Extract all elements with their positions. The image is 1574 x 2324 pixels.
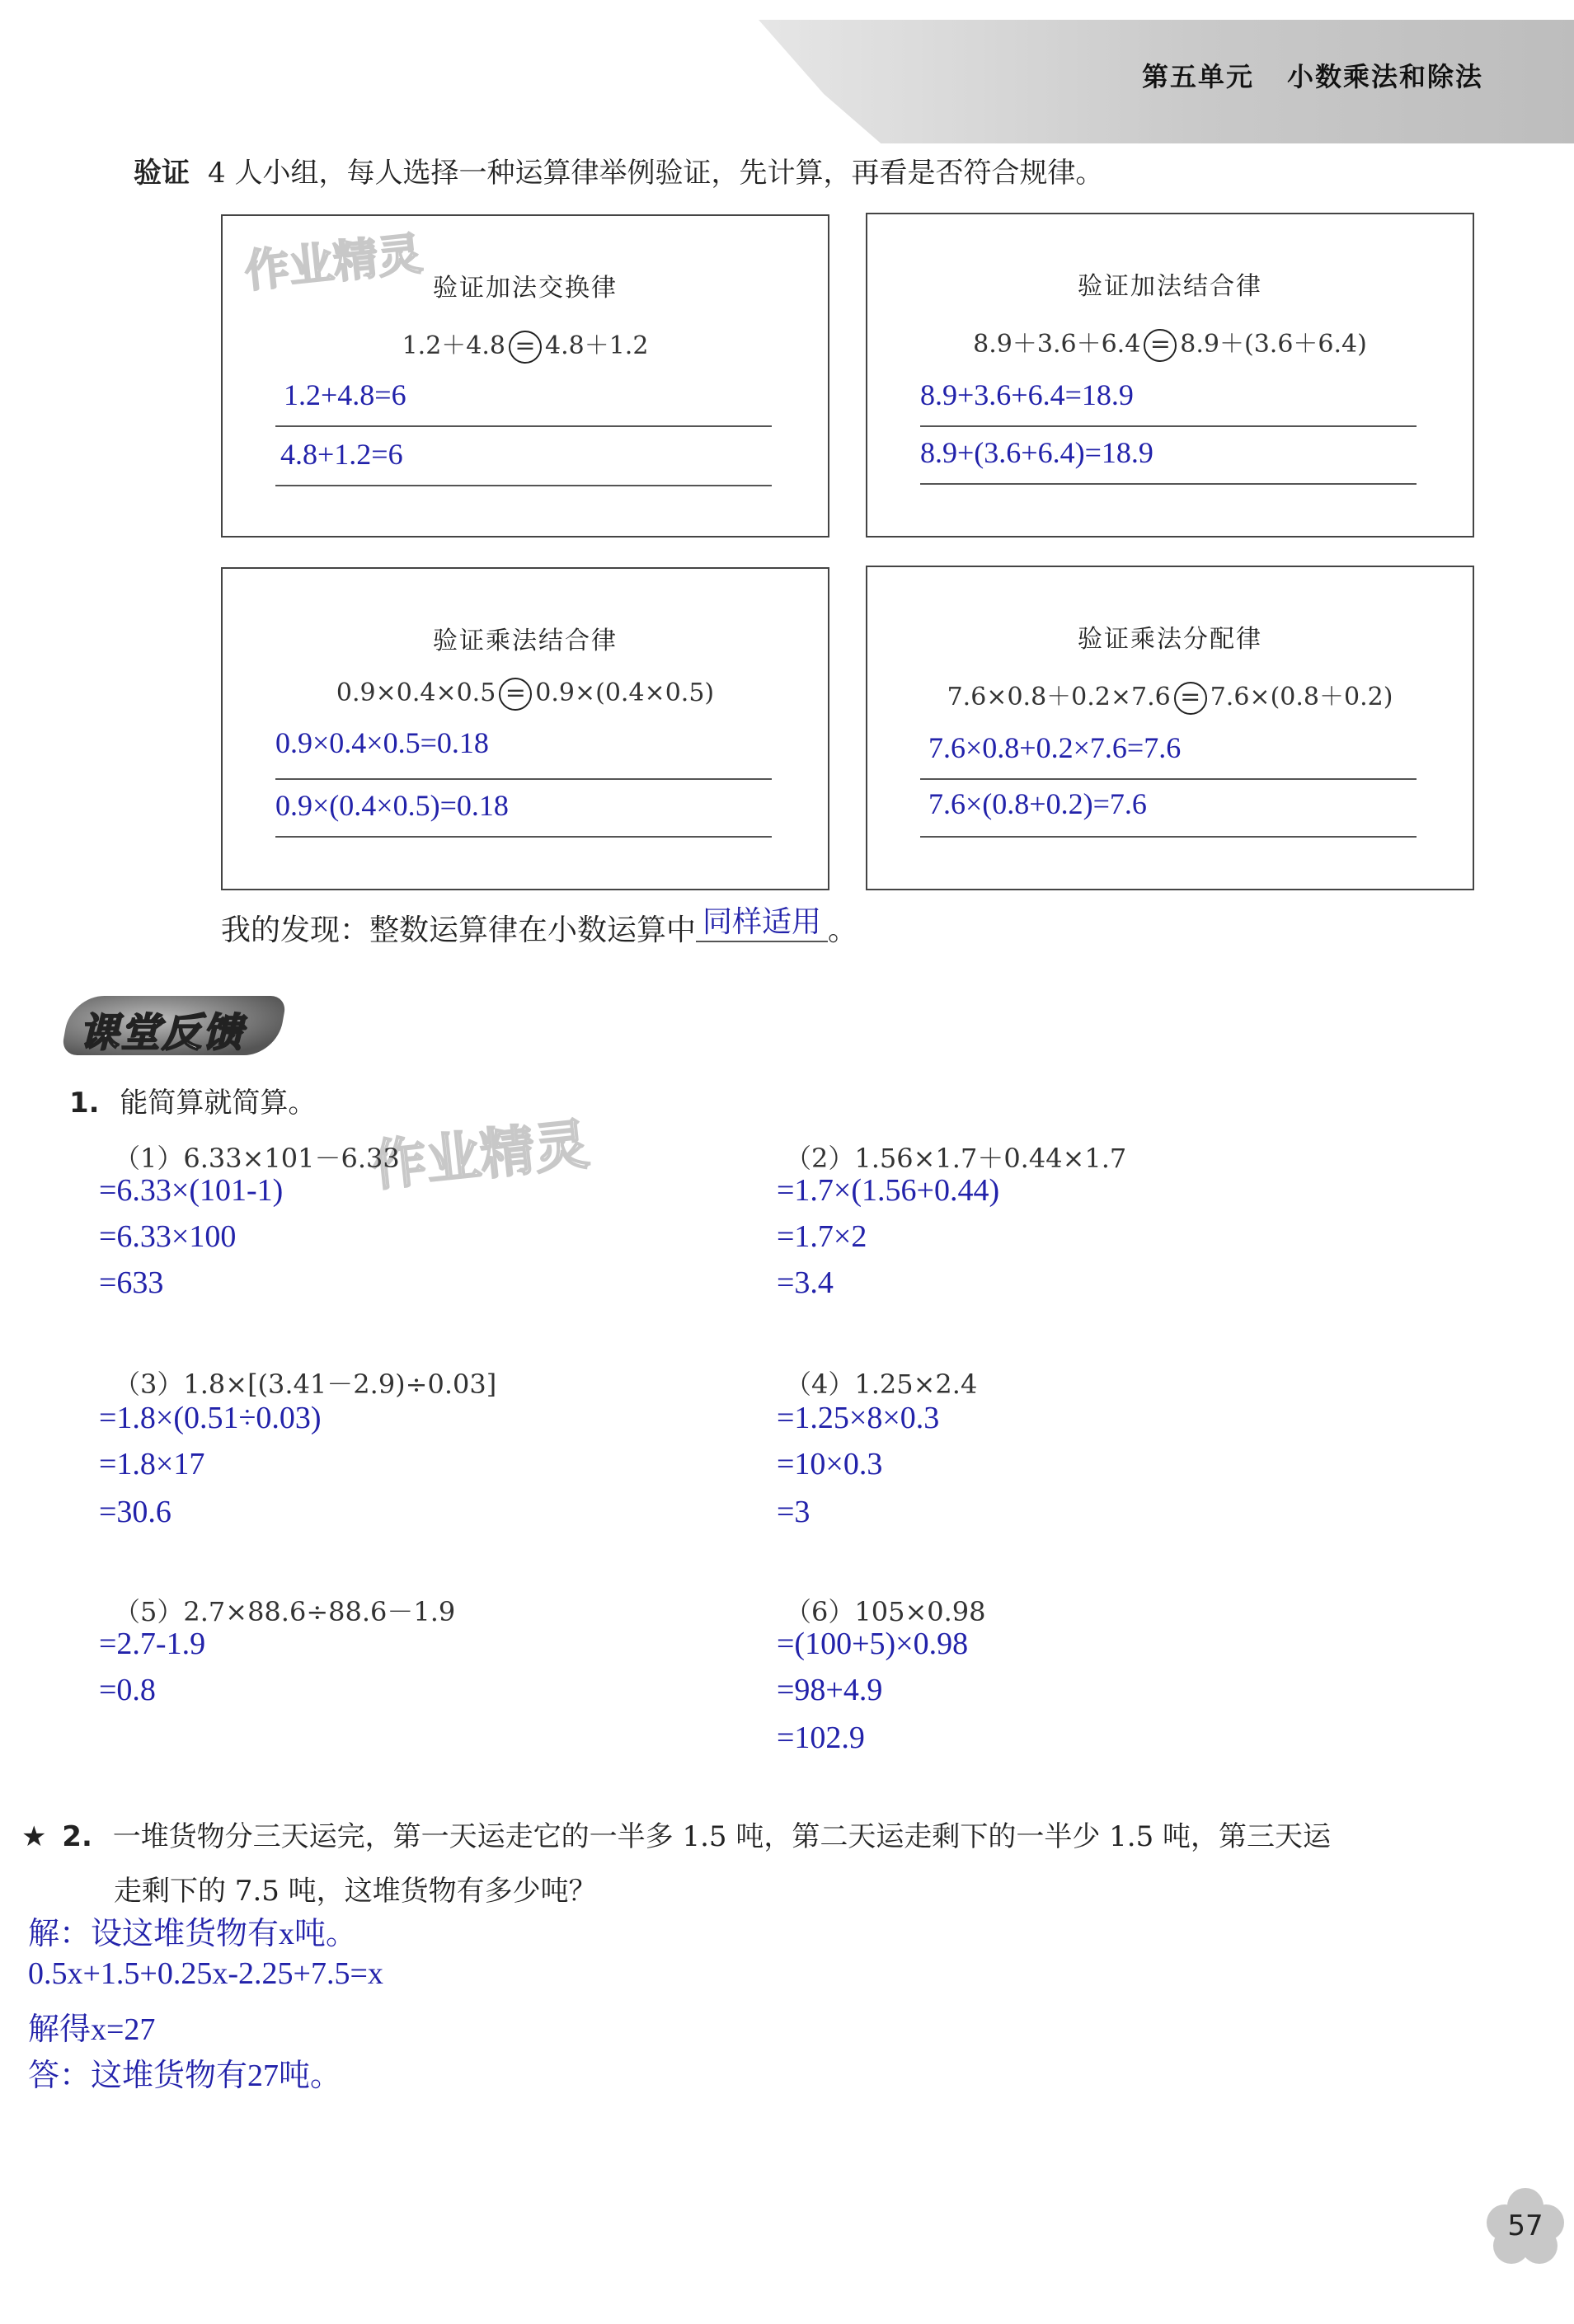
answer-rule bbox=[275, 778, 772, 780]
work-step: =3 bbox=[777, 1495, 810, 1529]
solution-line: 解：设这堆货物有x吨。 bbox=[28, 1917, 358, 1951]
intro bbox=[134, 150, 1103, 190]
unit-title: 小数乘法和除法 bbox=[1287, 61, 1484, 92]
circled-sign: = bbox=[499, 678, 532, 711]
right-expr: 8.9＋(3.6＋6.4) bbox=[1180, 330, 1367, 359]
work-step: =1.8×17 bbox=[99, 1447, 205, 1481]
left-expr: 0.9×0.4×0.5 bbox=[336, 678, 496, 707]
solution-line: 答：这堆货物有27吨。 bbox=[28, 2059, 342, 2093]
work-step: =30.6 bbox=[99, 1495, 171, 1529]
left-expr: 8.9＋3.6＋6.4 bbox=[973, 330, 1141, 359]
box-expression bbox=[223, 325, 828, 364]
answer-rule bbox=[275, 485, 772, 486]
work-step: =3.4 bbox=[777, 1265, 834, 1300]
question-text-line-2: 走剩下的 7.5 吨，这堆货物有多少吨？ bbox=[114, 1875, 597, 1908]
verify-box-add-associative bbox=[866, 213, 1474, 538]
work-step: =0.8 bbox=[99, 1673, 156, 1707]
watermark: 作业精灵 bbox=[242, 227, 425, 298]
work-step: =6.33×100 bbox=[99, 1219, 237, 1254]
work-step: =1.7×2 bbox=[777, 1219, 867, 1254]
problem-label: （1）6.33×101－6.33 bbox=[114, 1143, 400, 1174]
work-step: =1.25×8×0.3 bbox=[777, 1401, 940, 1435]
problem-label: （6）105×0.98 bbox=[785, 1596, 986, 1627]
answer-rule bbox=[275, 836, 772, 838]
question-2 bbox=[21, 1814, 1331, 1854]
star-icon: ★ bbox=[21, 1820, 47, 1853]
question-number: 1. bbox=[69, 1087, 100, 1120]
answer-rule bbox=[920, 425, 1417, 427]
solution-line: 解得x=27 bbox=[28, 2012, 156, 2047]
right-expr: 4.8＋1.2 bbox=[545, 331, 649, 360]
discovery-sentence bbox=[221, 907, 857, 951]
page-number-badge bbox=[1480, 2185, 1571, 2267]
discovery-prefix: 我的发现：整数运算律在小数运算中 bbox=[221, 913, 697, 947]
problem-label: （4）1.25×2.4 bbox=[785, 1369, 978, 1400]
work-step: =98+4.9 bbox=[777, 1673, 883, 1707]
work-step: =102.9 bbox=[777, 1721, 865, 1755]
problem-label: （3）1.8×[(3.41－2.9)÷0.03] bbox=[114, 1369, 497, 1400]
work-step: =10×0.3 bbox=[777, 1447, 883, 1481]
answer-rule bbox=[920, 836, 1417, 838]
question-1 bbox=[69, 1080, 316, 1120]
work-step: =633 bbox=[99, 1265, 164, 1300]
intro-text: 4 人小组，每人选择一种运算律举例验证，先计算，再看是否符合规律。 bbox=[208, 157, 1104, 190]
right-expr: 7.6×(0.8＋0.2) bbox=[1210, 683, 1393, 711]
answer-line-1: 0.9×0.4×0.5=0.18 bbox=[275, 726, 489, 759]
answer-line-1: 8.9+3.6+6.4=18.9 bbox=[920, 378, 1134, 411]
answer-line-2: 7.6×(0.8+0.2)=7.6 bbox=[928, 787, 1147, 820]
circled-sign: = bbox=[1174, 682, 1207, 715]
verify-box-add-commutative bbox=[221, 214, 829, 538]
right-expr: 0.9×(0.4×0.5) bbox=[535, 678, 715, 707]
work-step: =2.7-1.9 bbox=[99, 1627, 206, 1661]
box-title: 验证加法交换律 bbox=[433, 274, 618, 303]
discovery-answer: 同样适用 bbox=[696, 899, 828, 942]
page-number: 57 bbox=[1507, 2209, 1543, 2242]
box-title: 验证乘法结合律 bbox=[433, 627, 618, 655]
question-text-line-1: 一堆货物分三天运完，第一天运走它的一半多 1.5 吨，第二天运走剩下的一半少 1.5 吨，第三天运 bbox=[112, 1820, 1332, 1853]
verify-box-mul-associative bbox=[221, 567, 829, 890]
answer-rule bbox=[920, 483, 1417, 485]
problem-label: （5）2.7×88.6÷88.6－1.9 bbox=[114, 1596, 456, 1627]
verify-box-mul-distributive bbox=[866, 566, 1474, 890]
work-step: =6.33×(101-1) bbox=[99, 1173, 284, 1208]
discovery-suffix: 。 bbox=[828, 913, 858, 947]
watermark: 作业精灵 bbox=[369, 1112, 592, 1199]
box-title: 验证加法结合律 bbox=[1078, 272, 1262, 301]
answer-line-2: 8.9+(3.6+6.4)=18.9 bbox=[920, 436, 1153, 469]
unit-label: 第五单元 bbox=[1142, 61, 1255, 92]
page-header bbox=[1142, 56, 1483, 94]
box-title: 验证乘法分配律 bbox=[1078, 625, 1262, 654]
answer-line-1: 7.6×0.8+0.2×7.6=7.6 bbox=[928, 731, 1182, 764]
question-number: 2. bbox=[62, 1820, 92, 1853]
circled-sign: = bbox=[509, 331, 542, 364]
answer-line-1: 1.2+4.8=6 bbox=[284, 378, 406, 411]
left-expr: 7.6×0.8＋0.2×7.6 bbox=[947, 683, 1171, 711]
work-step: =1.8×(0.51÷0.03) bbox=[99, 1401, 322, 1435]
work-step: =(100+5)×0.98 bbox=[777, 1627, 969, 1661]
answer-rule bbox=[275, 425, 772, 427]
box-expression bbox=[223, 678, 828, 711]
section-title: 课堂反馈 bbox=[79, 1010, 245, 1056]
answer-rule bbox=[920, 778, 1417, 780]
left-expr: 1.2＋4.8 bbox=[402, 331, 505, 360]
answer-line-2: 4.8+1.2=6 bbox=[280, 438, 403, 471]
answer-line-2: 0.9×(0.4×0.5)=0.18 bbox=[275, 789, 509, 822]
work-step: =1.7×(1.56+0.44) bbox=[777, 1173, 1000, 1208]
question-text: 能简算就简算。 bbox=[120, 1087, 317, 1120]
box-expression bbox=[867, 676, 1473, 715]
problem-label: （2）1.56×1.7＋0.44×1.7 bbox=[785, 1143, 1127, 1174]
box-expression bbox=[867, 323, 1473, 362]
intro-label: 验证 bbox=[134, 157, 190, 190]
solution-line: 0.5x+1.5+0.25x-2.25+7.5=x bbox=[28, 1956, 383, 1991]
circled-sign: = bbox=[1144, 329, 1177, 362]
